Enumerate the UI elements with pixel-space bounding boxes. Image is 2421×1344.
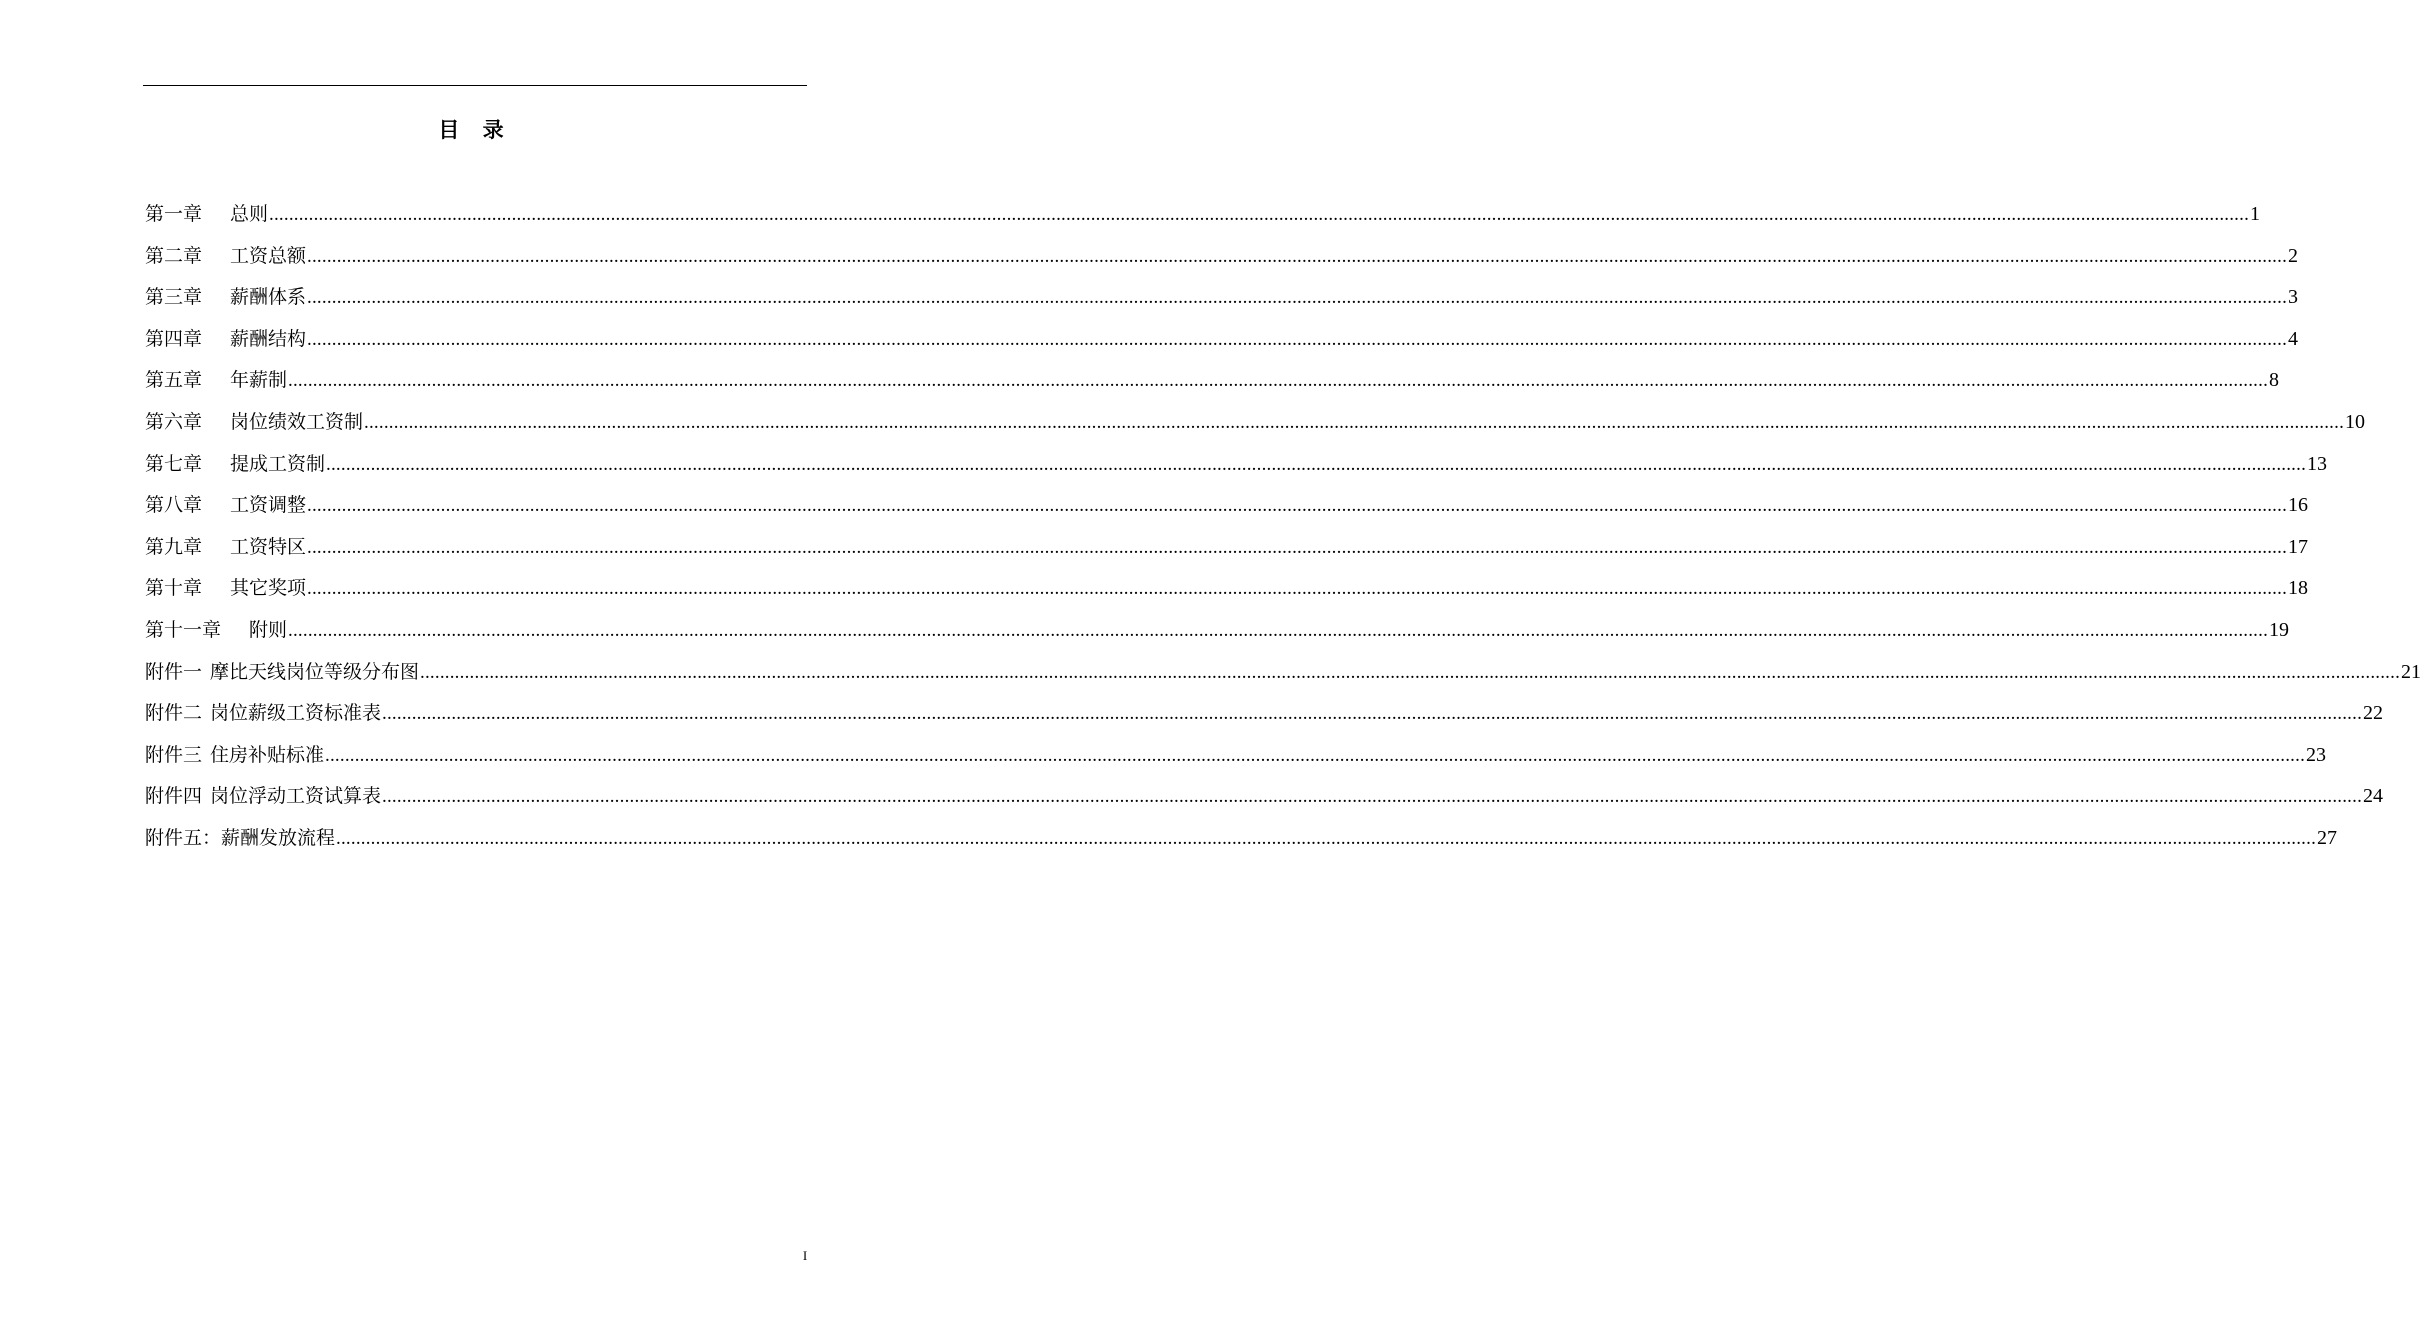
toc-entry-page: 22 (2363, 702, 2384, 725)
toc-entry-label: 其它奖项 (230, 577, 307, 600)
toc-entry[interactable] (145, 697, 2384, 739)
toc-entry[interactable] (145, 531, 2309, 573)
toc-entry-number: 第八章 (145, 494, 203, 517)
toc-entry-label: 摩比天线岗位等级分布图 (210, 660, 420, 683)
toc-entry[interactable] (145, 364, 2280, 406)
toc-entry-label: 岗位薪级工资标准表 (210, 702, 382, 725)
toc-entry-page: 10 (2345, 410, 2366, 433)
toc-entry-page: 8 (2269, 369, 2280, 392)
toc-entry[interactable] (145, 489, 2309, 531)
toc-title: 目 录 (438, 118, 512, 142)
toc-entry-page: 3 (2288, 286, 2299, 309)
toc-entry-label: 工资特区 (230, 535, 307, 558)
toc-entry-page: 16 (2288, 494, 2309, 517)
toc-entry[interactable] (145, 198, 2261, 240)
toc-leader-dots: ................................................................................................................................................................................................................................................................................................................................................................................................................ (364, 411, 2345, 433)
toc-entry-number: 附件四 (145, 785, 203, 808)
toc-entry-label: 提成工资制 (230, 452, 326, 475)
toc-entry[interactable] (145, 572, 2309, 614)
toc-entry[interactable] (145, 323, 2299, 365)
toc-entry-page: 23 (2306, 743, 2327, 766)
toc-entry-page: 21 (2401, 660, 2421, 683)
toc-entry-page: 27 (2317, 826, 2338, 849)
toc-entry-label: 工资调整 (230, 494, 307, 517)
toc-entry-label: 附则 (249, 618, 288, 641)
toc-leader-dots: ................................................................................................................................................................................................................................................................................................................................................................................................................ (326, 453, 2307, 475)
toc-entry-number: 第七章 (145, 452, 203, 475)
toc-entry-page: 2 (2288, 244, 2299, 267)
toc-leader-dots: ................................................................................................................................................................................................................................................................................................................................................................................................................ (382, 703, 2363, 725)
toc-leader-dots: ................................................................................................................................................................................................................................................................................................................................................................................................................ (336, 827, 2317, 849)
toc-entry-page: 17 (2288, 535, 2309, 558)
toc-entry-label: 总则 (230, 203, 269, 225)
toc-entry-number: 附件三 (145, 743, 203, 766)
toc-entry[interactable] (145, 614, 2290, 656)
toc-entry-number: 附件二 (145, 702, 203, 725)
toc-entry-label: 工资总额 (230, 244, 307, 267)
toc-entry-page: 18 (2288, 577, 2309, 600)
toc-entry-number: 第三章 (145, 286, 203, 309)
toc-entry-label: 薪酬发放流程 (221, 826, 336, 849)
toc-entry-label: 薪酬结构 (230, 327, 307, 350)
toc-entry[interactable] (145, 656, 2421, 698)
toc-entry-page: 24 (2363, 785, 2384, 808)
toc-leader-dots: ................................................................................................................................................................................................................................................................................................................................................................................................................ (307, 536, 2288, 558)
toc-entry-number: 附件一 (145, 660, 203, 683)
toc-entry-number: 第二章 (145, 244, 203, 267)
toc-entry[interactable] (145, 406, 2366, 448)
toc-entry-page: 19 (2269, 618, 2290, 641)
toc-leader-dots: ................................................................................................................................................................................................................................................................................................................................................................................................................ (307, 578, 2288, 600)
toc-entry-number: 第九章 (145, 535, 203, 558)
toc-leader-dots: ................................................................................................................................................................................................................................................................................................................................................................................................................ (288, 370, 2269, 392)
toc-leader-dots: ................................................................................................................................................................................................................................................................................................................................................................................................................ (307, 287, 2288, 309)
toc-leader-dots: ................................................................................................................................................................................................................................................................................................................................................................................................................ (307, 328, 2288, 350)
toc-entry[interactable] (145, 739, 2327, 781)
page-number: I (802, 1248, 808, 1263)
toc-leader-dots: ................................................................................................................................................................................................................................................................................................................................................................................................................ (269, 204, 2250, 225)
toc-entry-page: 4 (2288, 327, 2299, 350)
toc-entry-page: 13 (2307, 452, 2328, 475)
toc-leader-dots: ................................................................................................................................................................................................................................................................................................................................................................................................................ (288, 619, 2269, 641)
toc-entry-page: 1 (2250, 203, 2261, 225)
toc-entry-label: 住房补贴标准 (210, 743, 325, 766)
header-rule (143, 85, 807, 86)
toc-leader-dots: ................................................................................................................................................................................................................................................................................................................................................................................................................ (307, 245, 2288, 267)
toc-entry-label: 薪酬体系 (230, 286, 307, 309)
toc-entry-label: 岗位绩效工资制 (230, 410, 364, 433)
toc-entry[interactable] (145, 448, 2328, 490)
toc-entry[interactable] (145, 822, 2338, 864)
toc-entry-number: 第五章 (145, 369, 203, 392)
toc-list (145, 198, 2421, 864)
toc-entry-label: 岗位浮动工资试算表 (210, 785, 382, 808)
toc-entry-number: 第一章 (145, 203, 203, 225)
toc-entry[interactable] (145, 281, 2299, 323)
toc-entry-number: 第十一章 (145, 618, 222, 641)
toc-leader-dots: ................................................................................................................................................................................................................................................................................................................................................................................................................ (307, 495, 2288, 517)
toc-entry-number: 第六章 (145, 410, 203, 433)
toc-entry[interactable] (145, 780, 2384, 822)
toc-entry-number: 附件五： (145, 826, 222, 849)
toc-leader-dots: ................................................................................................................................................................................................................................................................................................................................................................................................................ (382, 786, 2363, 808)
toc-leader-dots: ................................................................................................................................................................................................................................................................................................................................................................................................................ (325, 744, 2306, 766)
toc-entry-label: 年薪制 (230, 369, 288, 392)
toc-entry[interactable] (145, 240, 2299, 282)
toc-entry-number: 第十章 (145, 577, 203, 600)
toc-entry-number: 第四章 (145, 327, 203, 350)
toc-leader-dots: ................................................................................................................................................................................................................................................................................................................................................................................................................ (420, 661, 2401, 683)
